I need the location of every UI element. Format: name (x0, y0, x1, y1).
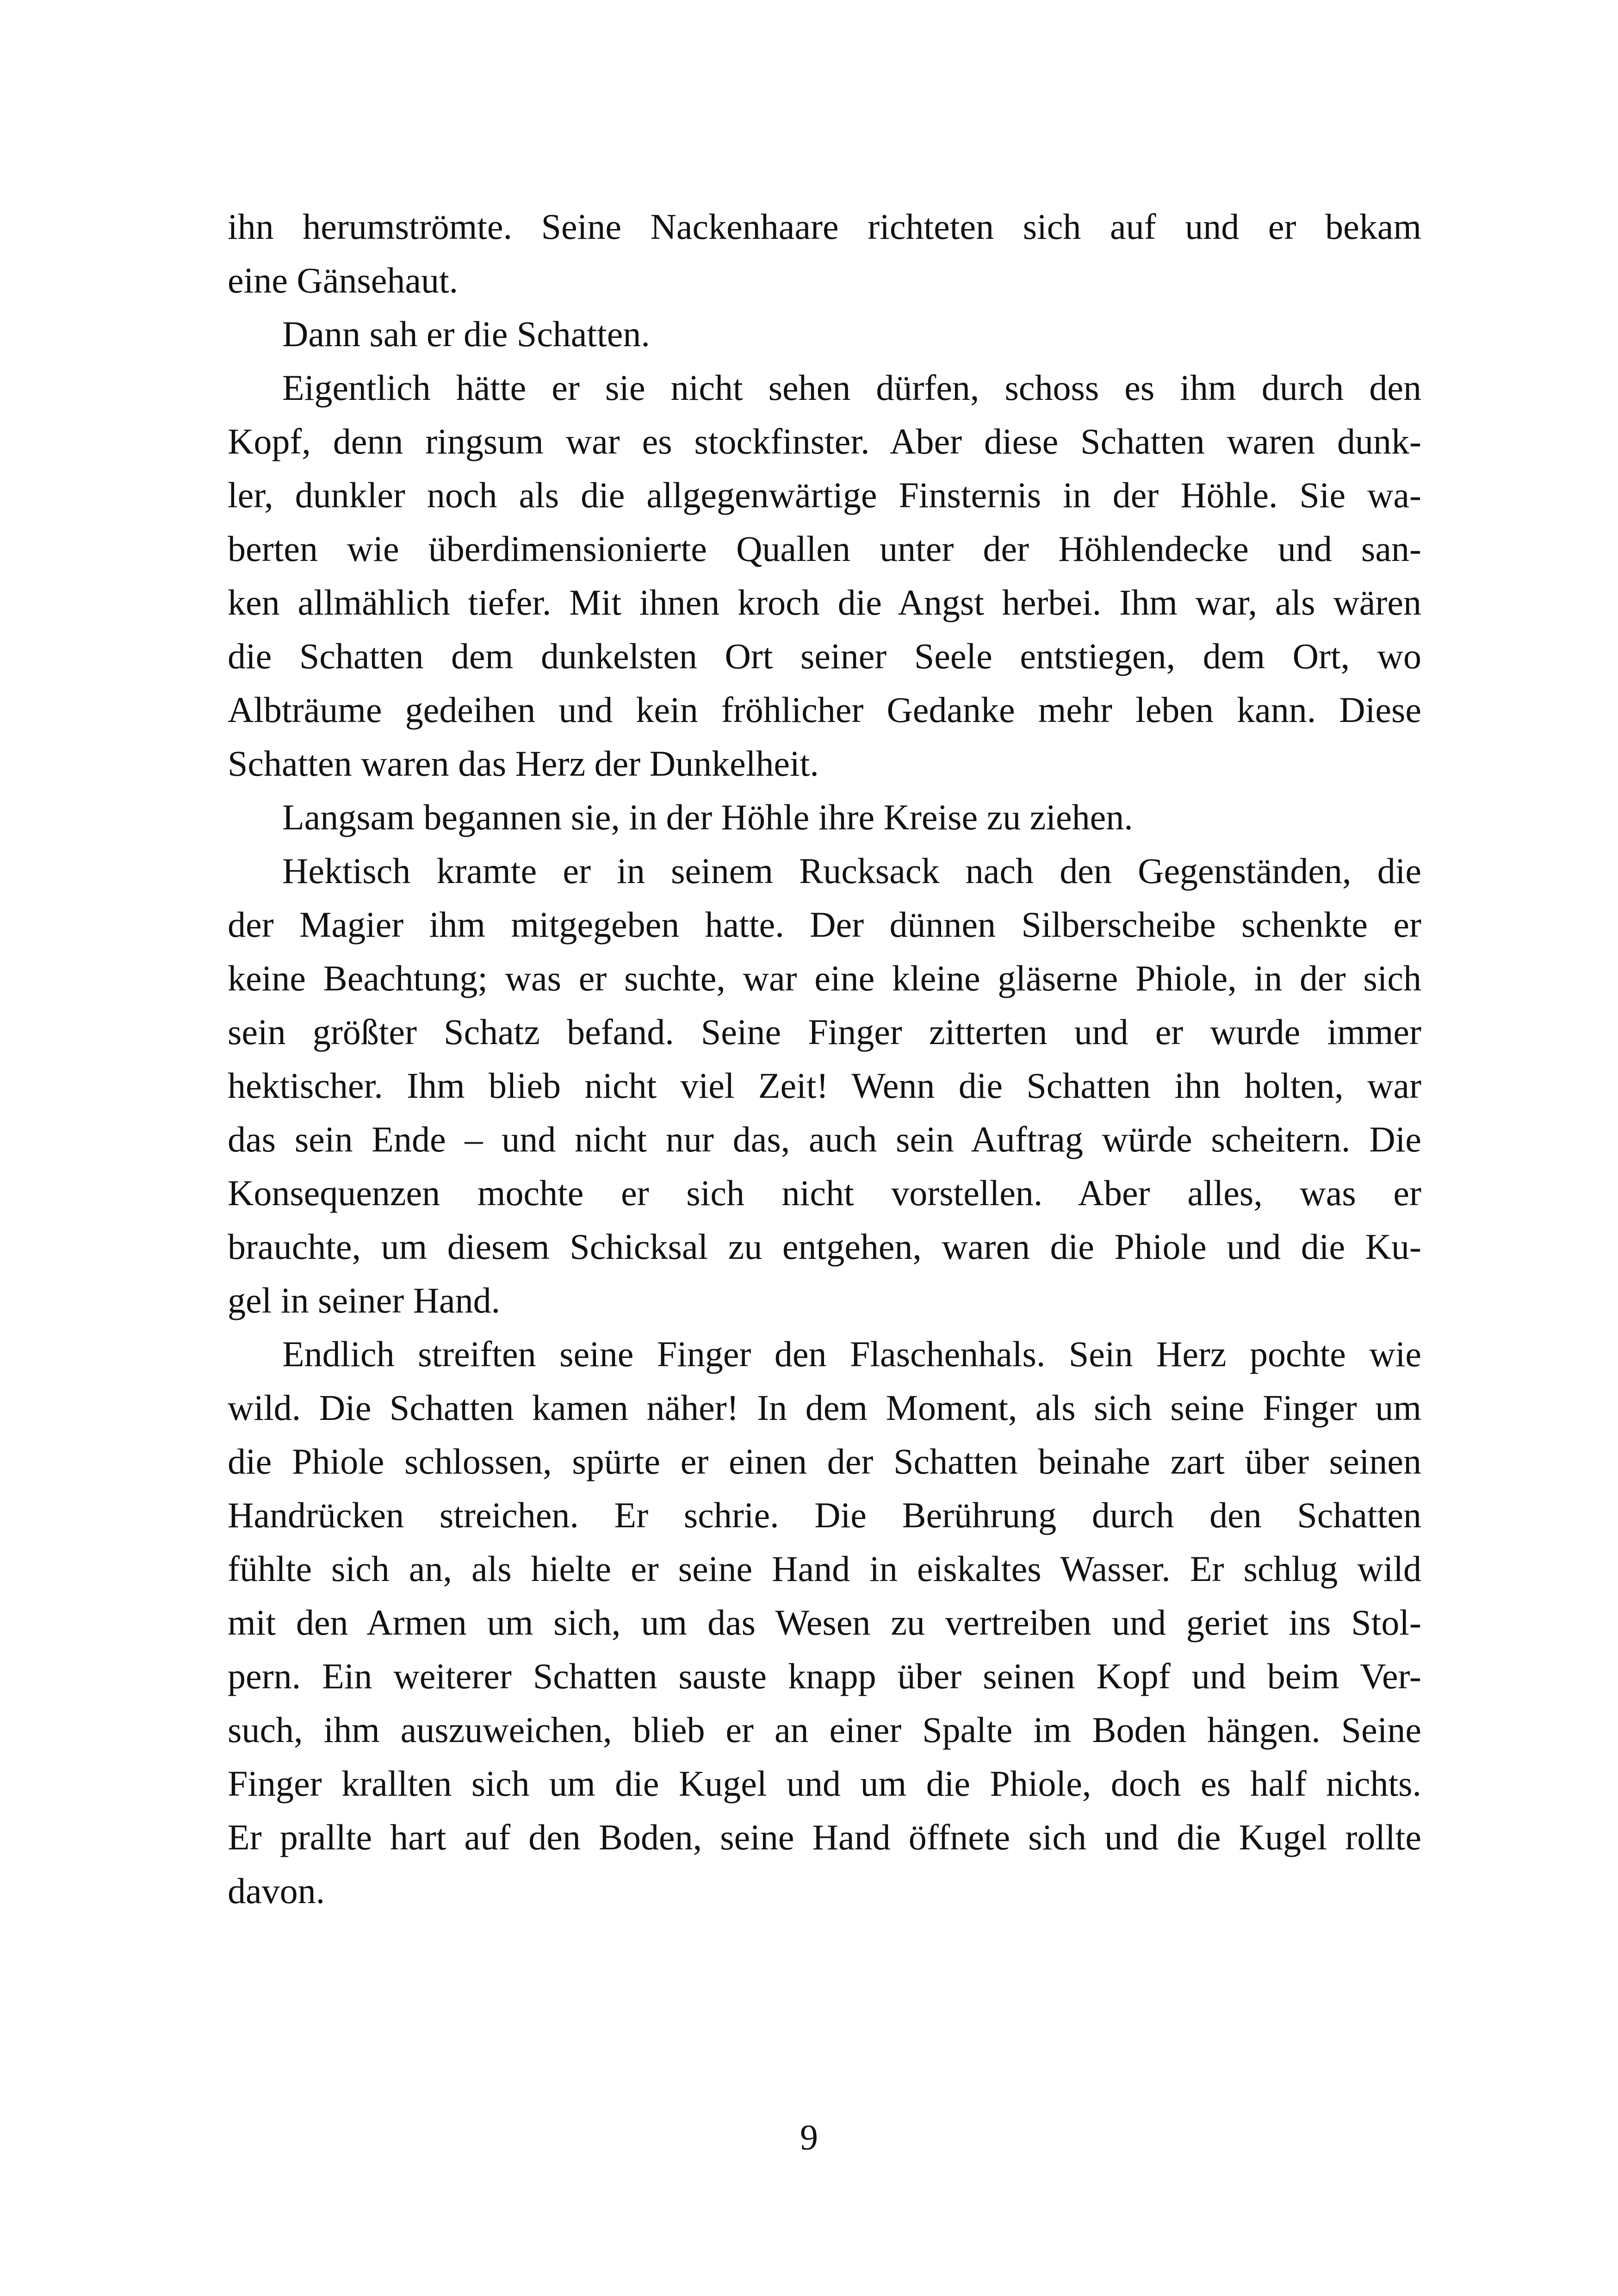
page-number: 9 (800, 2117, 818, 2157)
text-line: Handrücken streichen. Er schrie. Die Berührung durch den Schatten (228, 1495, 1421, 1535)
text-line: fühlte sich an, als hielte er seine Hand in eiskaltes Wasser. Er schlug wild (228, 1549, 1421, 1589)
text-line: Kopf, denn ringsum war es stockfinster. Aber diese Schatten waren dunk- (228, 421, 1421, 461)
text-line: ihn herumströmte. Seine Nackenhaare richteten sich auf und er bekam (228, 206, 1421, 247)
body-text (228, 200, 1421, 1918)
text-line: wild. Die Schatten kamen näher! In dem Moment, als sich seine Finger um (228, 1388, 1421, 1428)
text-line: Langsam begannen sie, in der Höhle ihre Kreise zu ziehen. (282, 797, 1133, 837)
text-line: Eigentlich hätte er sie nicht sehen dürfen, schoss es ihm durch den (282, 367, 1421, 408)
text-line: sein größter Schatz befand. Seine Finger zitterten und er wurde immer (228, 1012, 1421, 1052)
text-line: ler, dunkler noch als die allgegenwärtige Finsternis in der Höhle. Sie wa- (228, 475, 1421, 515)
text-line: Dann sah er die Schatten. (282, 314, 650, 354)
text-line: hektischer. Ihm blieb nicht viel Zeit! Wenn die Schatten ihn holten, war (228, 1065, 1421, 1106)
text-line: brauchte, um diesem Schicksal zu entgehen, waren die Phiole und die Ku- (228, 1226, 1421, 1267)
text-line: keine Beachtung; was er suchte, war eine kleine gläserne Phiole, in der sich (228, 958, 1421, 998)
text-line: Er prallte hart auf den Boden, seine Hand öffnete sich und die Kugel rollte (228, 1817, 1421, 1857)
text-line: Konsequenzen mochte er sich nicht vorstellen. Aber alles, was er (228, 1173, 1421, 1213)
text-line: eine Gänsehaut. (228, 260, 459, 300)
text-line: ken allmählich tiefer. Mit ihnen kroch die Angst herbei. Ihm war, als wären (228, 582, 1421, 622)
text-line: Hektisch kramte er in seinem Rucksack nach den Gegenständen, die (282, 851, 1421, 891)
text-line: davon. (228, 1871, 325, 1911)
text-line: das sein Ende – und nicht nur das, auch sein Auftrag würde scheitern. Die (228, 1119, 1421, 1159)
text-line: such, ihm auszuweichen, blieb er an einer Spalte im Boden hängen. Seine (228, 1710, 1421, 1750)
text-line: Finger krallten sich um die Kugel und um die Phiole, doch es half nichts. (228, 1763, 1421, 1804)
text-line: der Magier ihm mitgegeben hatte. Der dünnen Silberscheibe schenkte er (228, 904, 1421, 945)
text-line: mit den Armen um sich, um das Wesen zu vertreiben und geriet ins Stol- (228, 1602, 1421, 1643)
text-line: Albträume gedeihen und kein fröhlicher Gedanke mehr leben kann. Diese (228, 690, 1421, 730)
text-line: gel in seiner Hand. (228, 1280, 501, 1320)
text-line: pern. Ein weiterer Schatten sauste knapp über seinen Kopf und beim Ver- (228, 1656, 1421, 1696)
text-line: Endlich streiften seine Finger den Flaschenhals. Sein Herz pochte wie (282, 1334, 1421, 1374)
text-line: die Schatten dem dunkelsten Ort seiner Seele entstiegen, dem Ort, wo (228, 636, 1421, 676)
text-line: berten wie überdimensionierte Quallen unter der Höhlendecke und san- (228, 529, 1421, 569)
text-line: Schatten waren das Herz der Dunkelheit. (228, 743, 819, 784)
text-line: die Phiole schlossen, spürte er einen der Schatten beinahe zart über seinen (228, 1441, 1421, 1481)
